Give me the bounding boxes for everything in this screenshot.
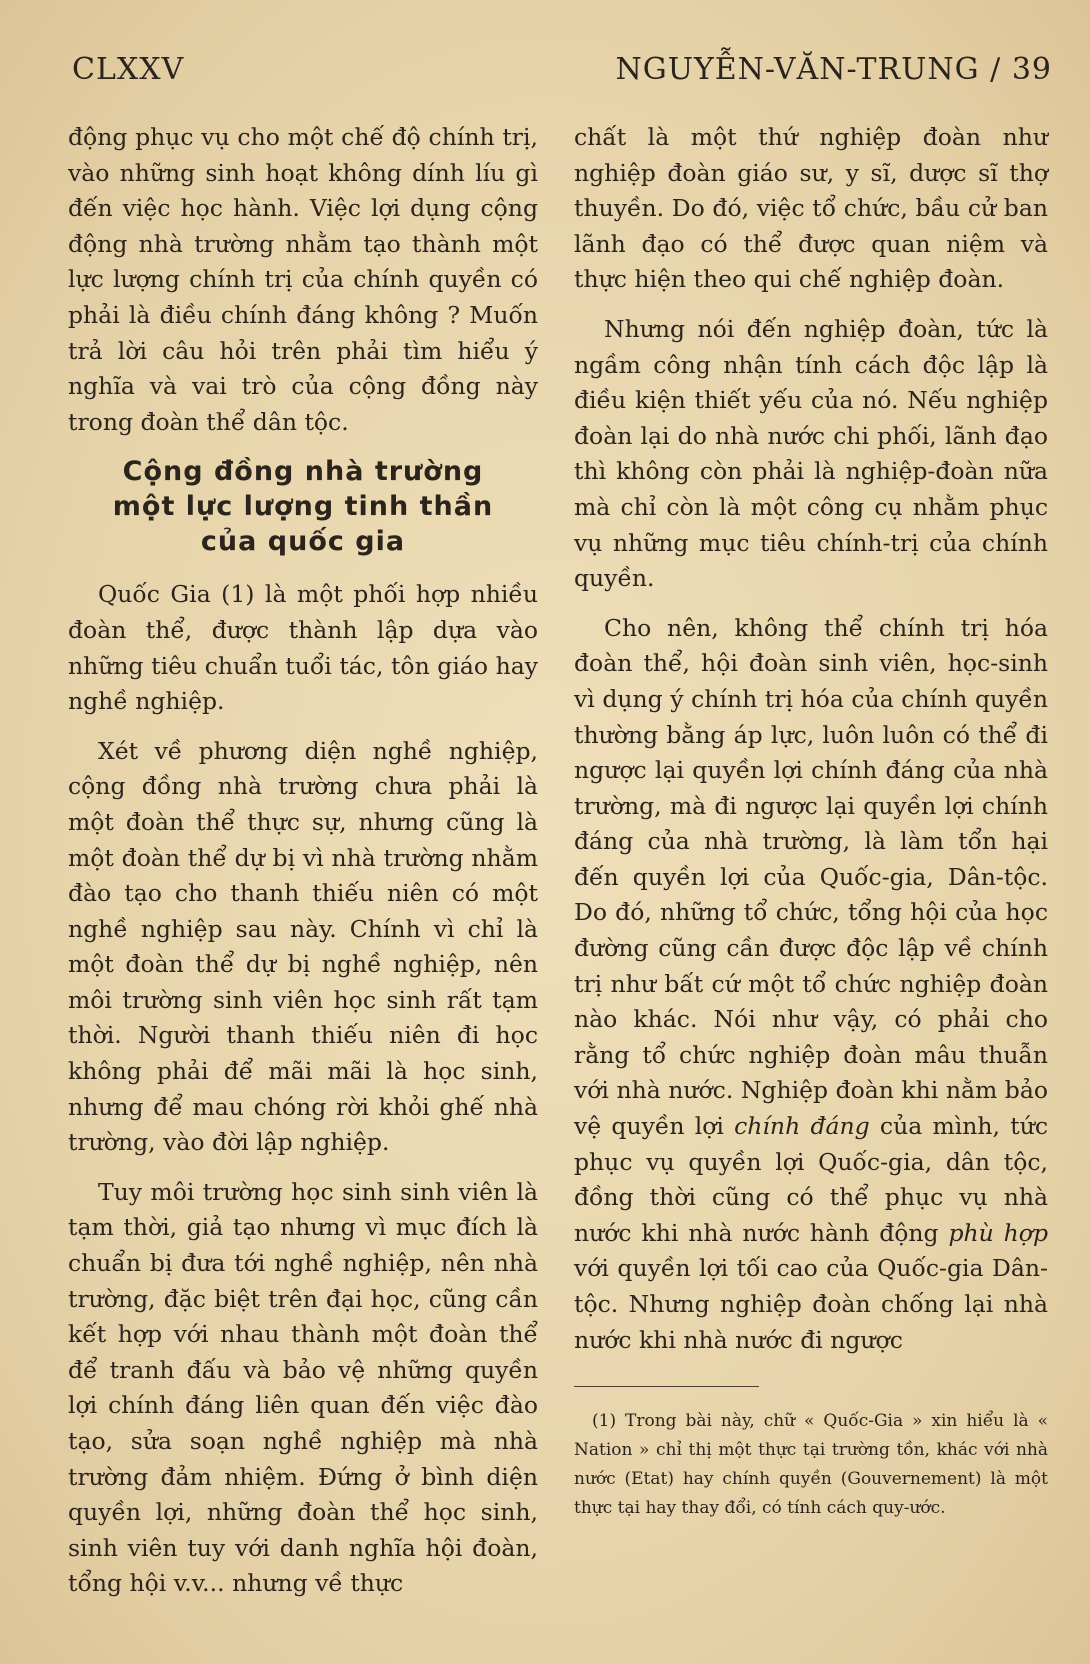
text-run: Cho nên, không thể chính trị hóa đoàn thể, hội đoàn sinh viên, học-sinh vì dụng ý chính trị hóa của chính quyền thường bằng áp lực, luôn luôn có thể đi ngược lại quyền lợi chính đáng của nhà trường, mà đi ngược lại quyền lợi chính đáng của nhà trường, là làm tổn hại đến quyền lợi của Quốc-gia, Dân-tộc. Do đó, những tổ chức, tổng hội của học đường cũng cần được độc lập về chính trị như bất cứ một tổ chức nghiệp đoàn nào khác. Nói như vậy, có phải cho rằng tổ chức nghiệp đoàn mâu thuẫn với nhà nước. Nghiệp đoàn khi nằm bảo vệ quyền lợi [574,613,1048,1141]
footnote-divider [574,1386,759,1387]
section-heading-line: một lực lượng tinh thần [112,491,494,523]
paragraph: chất là một thứ nghiệp đoàn như nghiệp đoàn giáo sư, y sĩ, dược sĩ thợ thuyền. Do đó, việc tổ chức, bầu cử ban lãnh đạo có thể được quan niệm và thực hiện theo qui chế nghiệp đoàn. [574,123,1048,294]
running-head: NGUYỄN-VĂN-TRUNG / 39 [615,52,1052,87]
paragraph [574,611,1048,1358]
section-heading-line: của quốc gia [200,526,406,558]
paragraph: Xét về phương diện nghề nghiệp, cộng đồng nhà trường chưa phải là một đoàn thể thực sự, nhưng cũng là một đoàn thể dự bị vì nhà trường nhằm đào tạo cho thanh thiếu niên có một nghề nghiệp sau này. Chính vì chỉ là một đoàn thể dự bị nghề nghiệp, nên môi trường sinh viên học sinh rất tạm thời. Người thanh thiếu niên đi học không phải để mãi mãi là học sinh, nhưng để mau chóng rời khỏi ghế nhà trường, vào đời lập nghiệp. [68,736,538,1157]
page-header [72,52,1052,98]
section-heading [68,454,538,559]
footnote-text: (1) Trong bài này, chữ « Quốc-Gia » xin hiểu là « Nation » chỉ thị một thực tại trường tồn, khác với nhà nước (Etat) hay chính quyền (Gouvernement) là một thực tại hay thay đổi, có tính cách quy-ước. [574,1411,1048,1519]
text-run: của mình, tức phục vụ quyền lợi Quốc-gia, dân tộc, đồng thời cũng có thể phục vụ nhà nước khi nhà nước hành động [574,1112,1048,1247]
emphasis: phù hợp [948,1218,1048,1247]
page-code: CLXXV [72,52,185,87]
paragraph: Nhưng nói đến nghiệp đoàn, tức là ngầm công nhận tính cách độc lập là điều kiện thiết yếu của nó. Nếu nghiệp đoàn lại do nhà nước chi phối, lãnh đạo thì không còn phải là nghiệp-đoàn nữa mà chỉ còn là một công cụ nhằm phục vụ những mục tiêu chính-trị của chính quyền. [574,314,1048,593]
right-column [574,120,1048,1523]
paragraph: Quốc Gia (1) là một phối hợp nhiều đoàn thể, được thành lập dựa vào những tiêu chuẩn tuổi tác, tôn giáo hay nghề nghiệp. [68,580,538,716]
left-column [68,120,538,1602]
section-heading-line: Cộng đồng nhà trường [122,456,484,488]
footnote [574,1407,1048,1523]
text-run: với quyền lợi tối cao của Quốc-gia Dân-tộc. Nhưng nghiệp đoàn chống lại nhà nước khi nhà nước đi ngược [574,1254,1048,1354]
paragraph: Tuy môi trường học sinh sinh viên là tạm thời, giả tạo nhưng vì mục đích là chuẩn bị đưa tới nghề nghiệp, nên nhà trường, đặc biệt trên đại học, cũng cần kết hợp với nhau thành một đoàn thể để tranh đấu và bảo vệ những quyền lợi chính đáng liên quan đến việc đào tạo, sửa soạn nghề nghiệp mà nhà trường đảm nhiệm. Đứng ở bình diện quyền lợi, những đoàn thể học sinh, sinh viên tuy với danh nghĩa hội đoàn, tổng hội v.v... nhưng về thực [68,1177,538,1598]
paragraph: động phục vụ cho một chế độ chính trị, vào những sinh hoạt không dính líu gì đến việc học hành. Việc lợi dụng cộng động nhà trường nhằm tạo thành một lực lượng chính trị của chính quyền có phải là điều chính đáng không ? Muốn trả lời câu hỏi trên phải tìm hiểu ý nghĩa và vai trò của cộng đồng này trong đoàn thể dân tộc. [68,123,538,436]
emphasis: chính đáng [734,1112,870,1141]
